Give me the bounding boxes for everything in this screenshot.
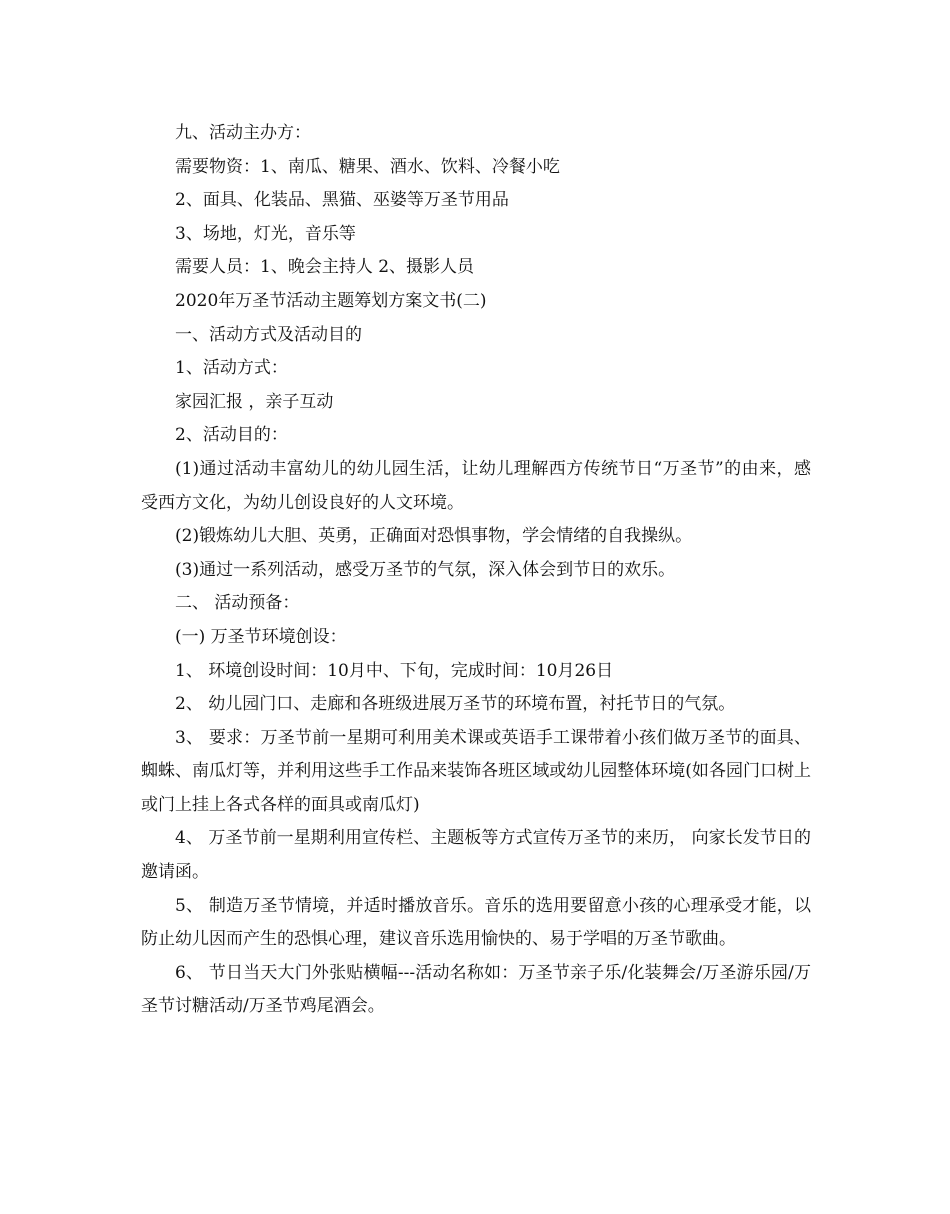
heading-activity-form: 1、活动方式： — [175, 358, 288, 379]
paragraph-purpose-2: (2)锻炼幼儿大胆、英勇，正确面对恐惧事物，学会情绪的自我操纵。 — [175, 526, 693, 547]
heading-environment: (一) 万圣节环境创设： — [175, 626, 347, 647]
paragraph-environment-3: 3、 要求：万圣节前一星期可利用美术课或英语手工课带着小孩们做万圣节的面具、蜘蛛、南瓜灯等，并利用这些手工作品来装饰各班区域或幼儿园整体环境(如各园门口树上或门上挂上各式各样的面具或南瓜灯) — [141, 727, 811, 815]
paragraph-environment-5: 5、 制造万圣节情境，并适时播放音乐。音乐的选用要留意小孩的心理承受才能，以防止幼儿因而产生的恐惧心理，建议音乐选用愉快的、易于学唱的万圣节歌曲。 — [141, 895, 811, 950]
section-title: 2020年万圣节活动主题筹划方案文书(二) — [175, 290, 487, 311]
paragraph-environment-2: 2、 幼儿园门口、走廊和各班级进展万圣节的环境布置，衬托节日的气氛。 — [175, 694, 736, 715]
paragraph-environment-4: 4、 万圣节前一星期利用宣传栏、主题板等方式宣传万圣节的来历， 向家长发节日的邀请函。 — [141, 828, 811, 883]
paragraph-materials-2: 2、面具、化装品、黑猫、巫婆等万圣节用品 — [175, 190, 509, 211]
paragraph-materials: 需要物资：1、南瓜、糖果、酒水、饮料、冷餐小吃 — [175, 156, 560, 177]
paragraph-purpose-1: (1)通过活动丰富幼儿的幼儿园生活，让幼儿理解西方传统节日“万圣节”的由来，感受西方文化，为幼儿创设良好的人文环境。 — [141, 458, 811, 513]
paragraph-purpose-3: (3)通过一系列活动，感受万圣节的气氛，深入体会到节日的欢乐。 — [175, 559, 676, 580]
paragraph-materials-3: 3、场地，灯光，音乐等 — [175, 223, 356, 244]
heading-activity-purpose: 2、活动目的： — [175, 425, 288, 446]
paragraph-activity-form: 家园汇报 ，亲子互动 — [175, 391, 334, 412]
heading-preparation: 二、 活动预备： — [175, 593, 300, 614]
document-body — [141, 117, 811, 1024]
paragraph-environment-1: 1、 环境创设时间：10月中、下旬，完成时间：10月26日 — [175, 660, 614, 681]
paragraph-environment-6: 6、 节日当天大门外张贴横幅---活动名称如：万圣节亲子乐/化装舞会/万圣游乐园/万圣节讨糖活动/万圣节鸡尾酒会。 — [141, 962, 811, 1017]
paragraph-staff: 需要人员：1、晚会主持人 2、摄影人员 — [175, 257, 475, 278]
paragraph-organizer-heading: 九、活动主办方： — [175, 123, 311, 143]
heading-activity-form-purpose: 一、活动方式及活动目的 — [175, 324, 362, 345]
